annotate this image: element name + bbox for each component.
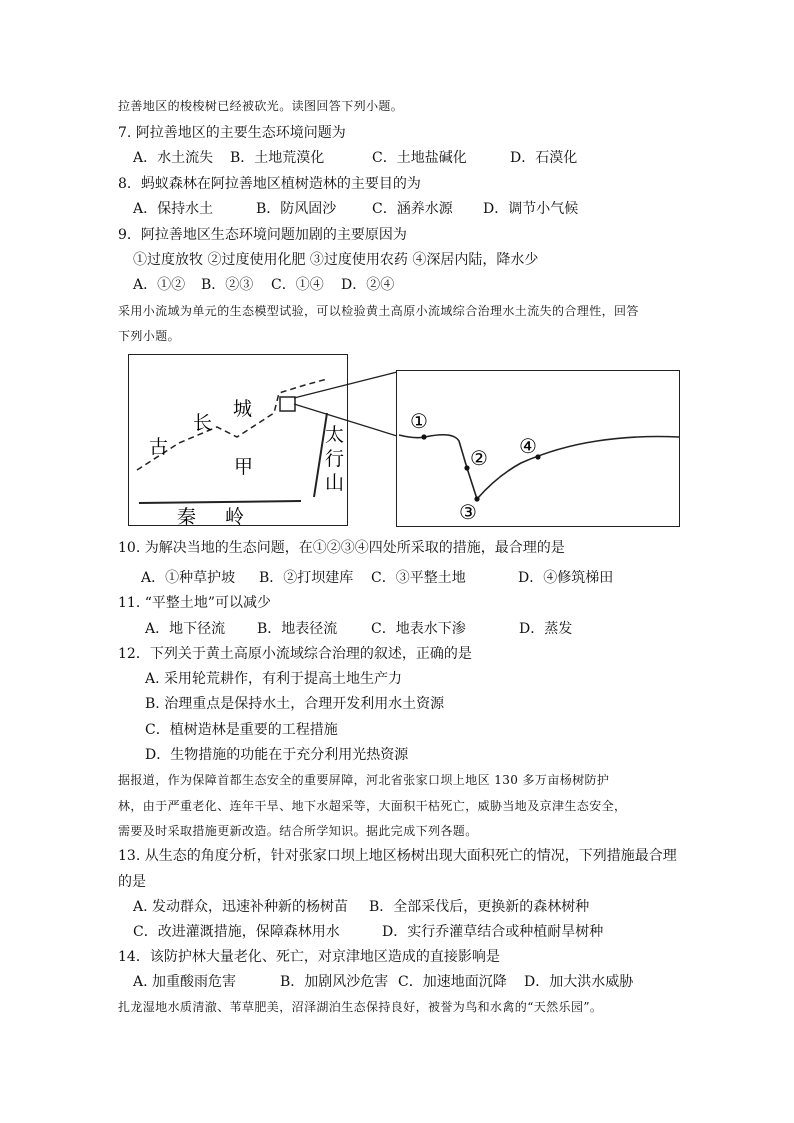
- q8-option-b[interactable]: B．防风固沙: [256, 201, 337, 217]
- q13-option-a[interactable]: A. 发动群众，迅速补种新的杨树苗: [133, 899, 349, 915]
- q14-option-b[interactable]: B．加剧风沙危害: [280, 974, 389, 990]
- label-qin: 秦: [177, 506, 197, 527]
- q11-option-b[interactable]: B．地表径流: [257, 621, 338, 637]
- point-2-marker: [464, 465, 469, 470]
- question-11-stem: 11. “平整土地”可以减少: [118, 595, 272, 611]
- q14-option-a[interactable]: A. 加重酸雨危害: [133, 974, 237, 990]
- q8-option-c[interactable]: C．涵养水源: [372, 201, 453, 217]
- intro-text: 拉善地区的梭梭树已经被砍光。读图回答下列小题。: [118, 99, 404, 113]
- label-shan: 山: [325, 472, 345, 494]
- q10-option-c[interactable]: C．③平整土地: [371, 570, 466, 586]
- q8-option-d[interactable]: D．调节小气候: [483, 201, 579, 217]
- label-point-1: ①: [410, 409, 428, 433]
- question-8-options: [133, 200, 593, 218]
- label-gu: 古: [149, 436, 169, 458]
- q10-option-d[interactable]: D．④修筑梯田: [518, 570, 614, 586]
- label-point-4: ④: [519, 434, 537, 458]
- q13-option-b[interactable]: B．全部采伐后，更换新的森林树种: [369, 899, 590, 915]
- q14-option-c[interactable]: C．加速地面沉降: [398, 974, 507, 990]
- q10-option-b[interactable]: B．②打坝建库: [259, 570, 354, 586]
- question-11-options: [145, 620, 585, 638]
- intro-3-line-2: 林，由于严重老化、连年干旱、地下水超采等，大面积干枯死亡，威胁当地及京津生态安全，: [118, 799, 627, 813]
- q7-option-a[interactable]: A．水土流失: [133, 150, 214, 166]
- q9-option-c[interactable]: C．①④: [271, 277, 324, 293]
- q13-option-c[interactable]: C．改进灌溉措施，保障森林用水: [133, 924, 340, 940]
- label-cheng: 城: [233, 398, 253, 420]
- label-ling: 岭: [225, 506, 245, 527]
- q12-option-d[interactable]: D．生物措施的功能在于充分利用光热资源: [145, 747, 409, 763]
- point-1-marker: [421, 434, 426, 439]
- q9-option-d[interactable]: D．②④: [341, 277, 395, 293]
- question-14-options: [133, 973, 633, 991]
- label-tai: 太: [325, 424, 345, 446]
- intro-2-line-1: 采用小流域为单元的生态模型试验，可以检验黄土高原小流域综合治理水土流失的合理性，回答: [118, 304, 639, 318]
- label-hang: 行: [325, 448, 345, 470]
- q13-option-d[interactable]: D．实行乔灌草结合或种植耐旱树种: [382, 924, 604, 940]
- q9-option-b[interactable]: B．②③: [201, 277, 254, 293]
- question-10-stem: 10. 为解决当地的生态问题，在①②③④四处所采取的措施，最合理的是: [118, 540, 565, 556]
- question-13-options: [133, 898, 633, 942]
- question-7-stem: 7. 阿拉善地区的主要生态环境问题为: [118, 125, 346, 141]
- q12-option-c[interactable]: C．植树造林是重要的工程措施: [145, 722, 338, 738]
- qinling-line: [139, 501, 301, 503]
- intro-3-line-3: 需要及时采取措施更新改造。结合所学知识。据此完成下列各题。: [118, 824, 478, 838]
- q12-option-b[interactable]: B. 治理重点是保持水土，合理开发利用水土资源: [145, 696, 445, 712]
- q10-option-a[interactable]: A．①种草护坡: [141, 570, 236, 586]
- q14-option-d[interactable]: D．加大洪水威胁: [524, 974, 634, 990]
- question-9-stem: 9．阿拉善地区生态环境问题加剧的主要原因为: [118, 227, 407, 243]
- q11-option-c[interactable]: C．地表水下渗: [371, 621, 466, 637]
- question-7-options: [133, 149, 593, 167]
- q11-option-a[interactable]: A．地下径流: [145, 621, 226, 637]
- question-13-stem-line-2: 的是: [118, 874, 146, 890]
- label-point-2: ②: [470, 446, 488, 470]
- figure-zoom-panel: [396, 370, 680, 527]
- label-jia: 甲: [234, 456, 254, 478]
- question-12-stem: 12．下列关于黄土高原小流域综合治理的叙述，正确的是: [118, 646, 472, 662]
- terrain-profile: [399, 435, 679, 499]
- question-8-stem: 8．蚂蚁森林在阿拉善地区植树造林的主要目的为: [118, 176, 421, 192]
- q7-option-c[interactable]: C．土地盐碱化: [372, 150, 467, 166]
- q11-option-d[interactable]: D．蒸发: [519, 621, 573, 637]
- q7-option-b[interactable]: B．土地荒漠化: [230, 150, 325, 166]
- question-9-options: [133, 276, 433, 294]
- label-chang: 长: [193, 412, 213, 434]
- question-13-stem-line-1: 13. 从生态的角度分析，针对张家口坝上地区杨树出现大面积死亡的情况，下列措施最合理: [118, 848, 677, 864]
- question-9-statements: ①过度放牧 ②过度使用化肥 ③过度使用农药 ④深居内陆，降水少: [133, 252, 539, 268]
- zoom-connector: [290, 360, 400, 440]
- q8-option-a[interactable]: A．保持水土: [133, 201, 214, 217]
- outro-text: 扎龙湿地水质清澈、苇草肥美，沼泽湖泊生态保持良好，被誉为鸟和水禽的“天然乐园”。: [118, 1000, 603, 1014]
- label-point-3: ③: [459, 500, 477, 524]
- zoom-profile-svg: [397, 371, 681, 528]
- q12-option-a[interactable]: A. 采用轮荒耕作，有利于提高土地生产力: [145, 671, 403, 687]
- q9-option-a[interactable]: A．①②: [133, 277, 186, 293]
- intro-2-line-2: 下列小题。: [118, 329, 181, 343]
- q7-option-d[interactable]: D．石漠化: [510, 150, 578, 166]
- question-14-stem: 14．该防护林大量老化、死亡，对京津地区造成的直接影响是: [118, 949, 500, 965]
- intro-3-line-1: 据报道，作为保障首都生态安全的重要屏障，河北省张家口坝上地区 130 多万亩杨树防护: [118, 773, 610, 787]
- question-10-options: [141, 569, 621, 587]
